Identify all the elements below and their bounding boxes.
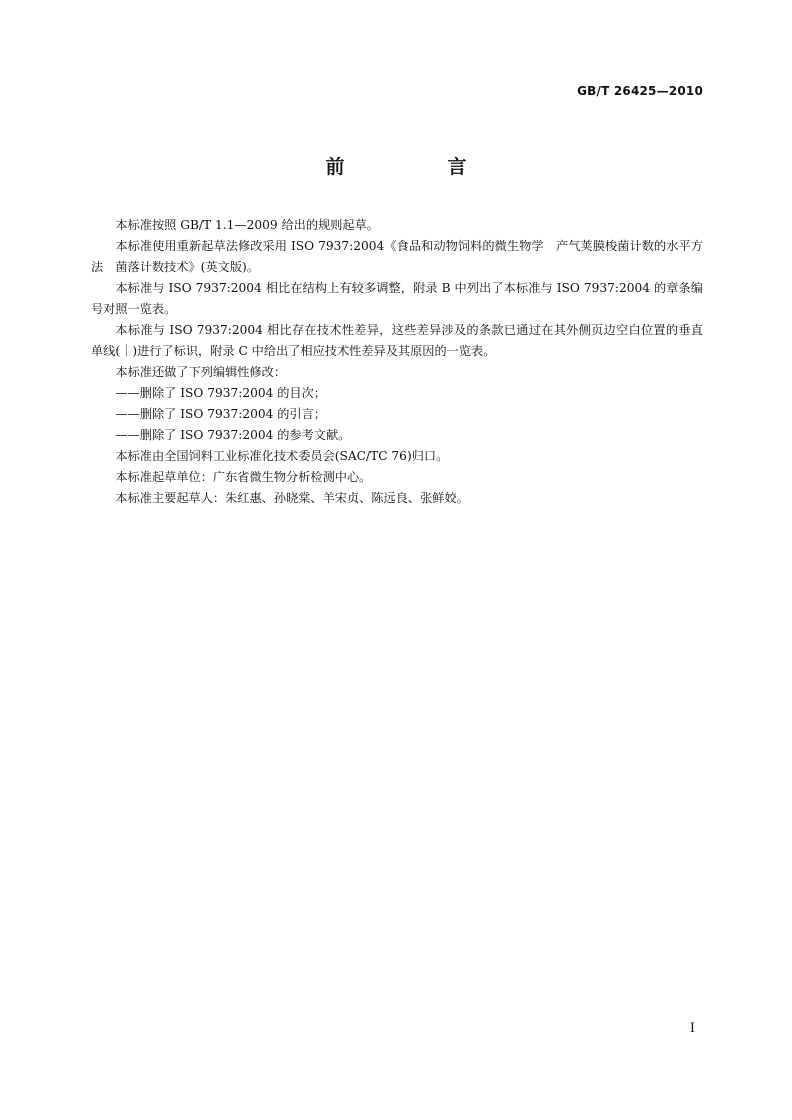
page-number: I — [689, 1021, 695, 1036]
paragraph-adoption-method: 本标准使用重新起草法修改采用 ISO 7937:2004《食品和动物饲料的微生物学 产气荚膜梭菌计数的水平方法 菌落计数技术》(英文版)。 — [91, 239, 703, 274]
paragraph-drafters: 本标准主要起草人：朱红惠、孙晓棠、羊宋贞、陈远良、张鲜姣。 — [115, 491, 469, 505]
paragraph-technical-differences: 本标准与 ISO 7937:2004 相比存在技术性差异，这些差异涉及的条款已通过在其外侧页边空白位置的垂直单线(｜)进行了标识，附录 C 中给出了相应技术性差异及其原因的一览表。 — [91, 323, 703, 358]
paragraph-responsible-committee: 本标准由全国饲料工业标准化技术委员会(SAC/TC 76)归口。 — [115, 449, 449, 463]
list-item-bibliography-removed: ——删除了 ISO 7937:2004 的参考文献。 — [115, 428, 351, 442]
standard-code: GB/T 26425—2010 — [577, 84, 703, 98]
paragraph-structure-changes: 本标准与 ISO 7937:2004 相比在结构上有较多调整，附录 B 中列出了本标准与 ISO 7937:2004 的章条编号对照一览表。 — [91, 281, 703, 316]
paragraph-editorial-changes: 本标准还做了下列编辑性修改： — [115, 365, 287, 379]
list-item-intro-removed: ——删除了 ISO 7937:2004 的引言； — [115, 407, 326, 421]
paragraph-drafting-unit: 本标准起草单位：广东省微生物分析检测中心。 — [115, 470, 372, 484]
paragraph-drafting-rules: 本标准按照 GB/T 1.1—2009 给出的规则起草。 — [115, 218, 379, 232]
page-title: 前 言 — [325, 156, 509, 178]
foreword-body — [91, 215, 703, 509]
list-item-toc-removed: ——删除了 ISO 7937:2004 的目次； — [115, 386, 326, 400]
